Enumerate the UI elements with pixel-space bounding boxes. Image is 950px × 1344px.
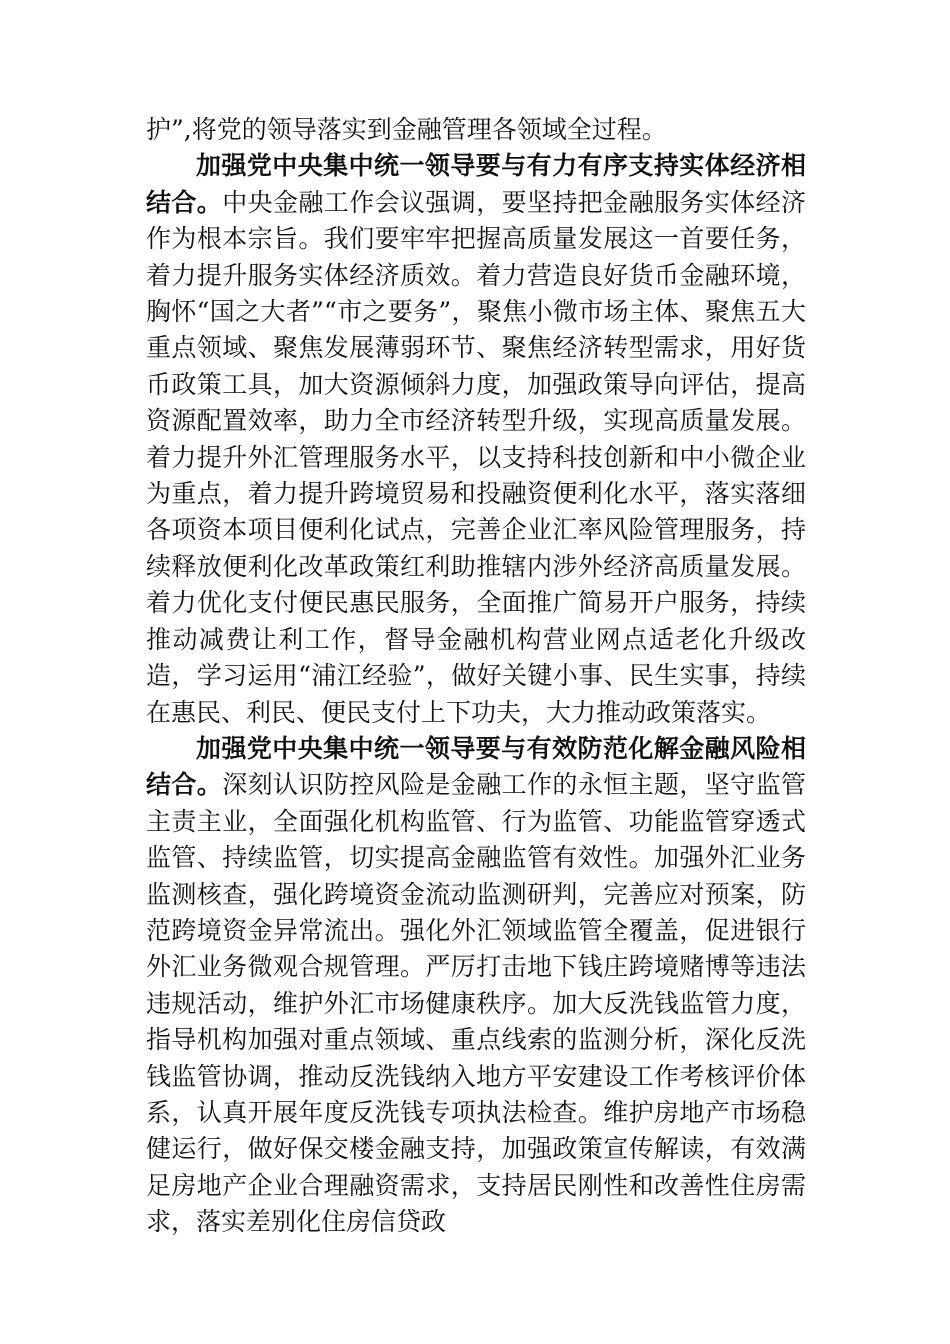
- paragraph-text: 中央金融工作会议强调，要坚持把金融服务实体经济作为根本宗旨。我们要牢牢把握高质量发展这一首要任务，着力提升服务实体经济质效。着力营造良好货币金融环境，胸怀“国之大者”“市之要务”，聚焦小微市场主体、聚焦五大重点领域、聚焦发展薄弱环节、聚焦经济转型需求，用好货币政策工具，加大资源倾斜力度，加强政策导向评估，提高资源配置效率，助力全市经济转型升级，实现高质量发展。着力提升外汇管理服务水平，以支持科技创新和中小微企业为重点，着力提升跨境贸易和投融资便利化水平，落实落细各项资本项目便利化试点，完善企业汇率风险管理服务，持续释放便利化改革政策红利助推辖内涉外经济高质量发展。着力优化支付便民惠民服务，全面推广简易开户服务，持续推动减费让利工作，督导金融机构营业网点适老化升级改造，学习运用“浦江经验”，做好关键小事、民生实事，持续在惠民、利民、便民支付上下功夫，大力推动政策落实。: [146, 187, 806, 727]
- paragraph-continuation: [146, 112, 806, 148]
- paragraph-real-economy: [146, 148, 806, 731]
- paragraph-text: 护”,将党的领导落实到金融管理各领域全过程。: [146, 115, 667, 144]
- document-body: [146, 112, 806, 1241]
- paragraph-text: 深刻认识防控风险是金融工作的永恒主题，坚守监管主责主业，全面强化机构监管、行为监管、功能监管穿透式监管、持续监管，切实提高金融监管有效性。加强外汇业务监测核查，强化跨境资金流动监测研判，完善应对预案，防范跨境资金异常流出。强化外汇领域监管全覆盖，促进银行外汇业务微观合规管理。严厉打击地下钱庄跨境赌博等违法违规活动，维护外汇市场健康秩序。加大反洗钱监管力度，指导机构加强对重点领域、重点线索的监测分析，深化反洗钱监管协调，推动反洗钱纳入地方平安建设工作考核评价体系，认真开展年度反洗钱专项执法检查。维护房地产市场稳健运行，做好保交楼金融支持，加强政策宣传解读，有效满足房地产企业合理融资需求，支持居民刚性和改善性住房需求，落实差别化住房信贷政: [146, 770, 806, 1237]
- paragraph-lead-heading: 加强党中央集中统一领导要与有效防范化解金融风险相结合。: [146, 733, 806, 800]
- paragraph-financial-risk: [146, 731, 806, 1241]
- paragraph-lead-heading: 加强党中央集中统一领导要与有力有序支持实体经济相结合。: [146, 151, 806, 217]
